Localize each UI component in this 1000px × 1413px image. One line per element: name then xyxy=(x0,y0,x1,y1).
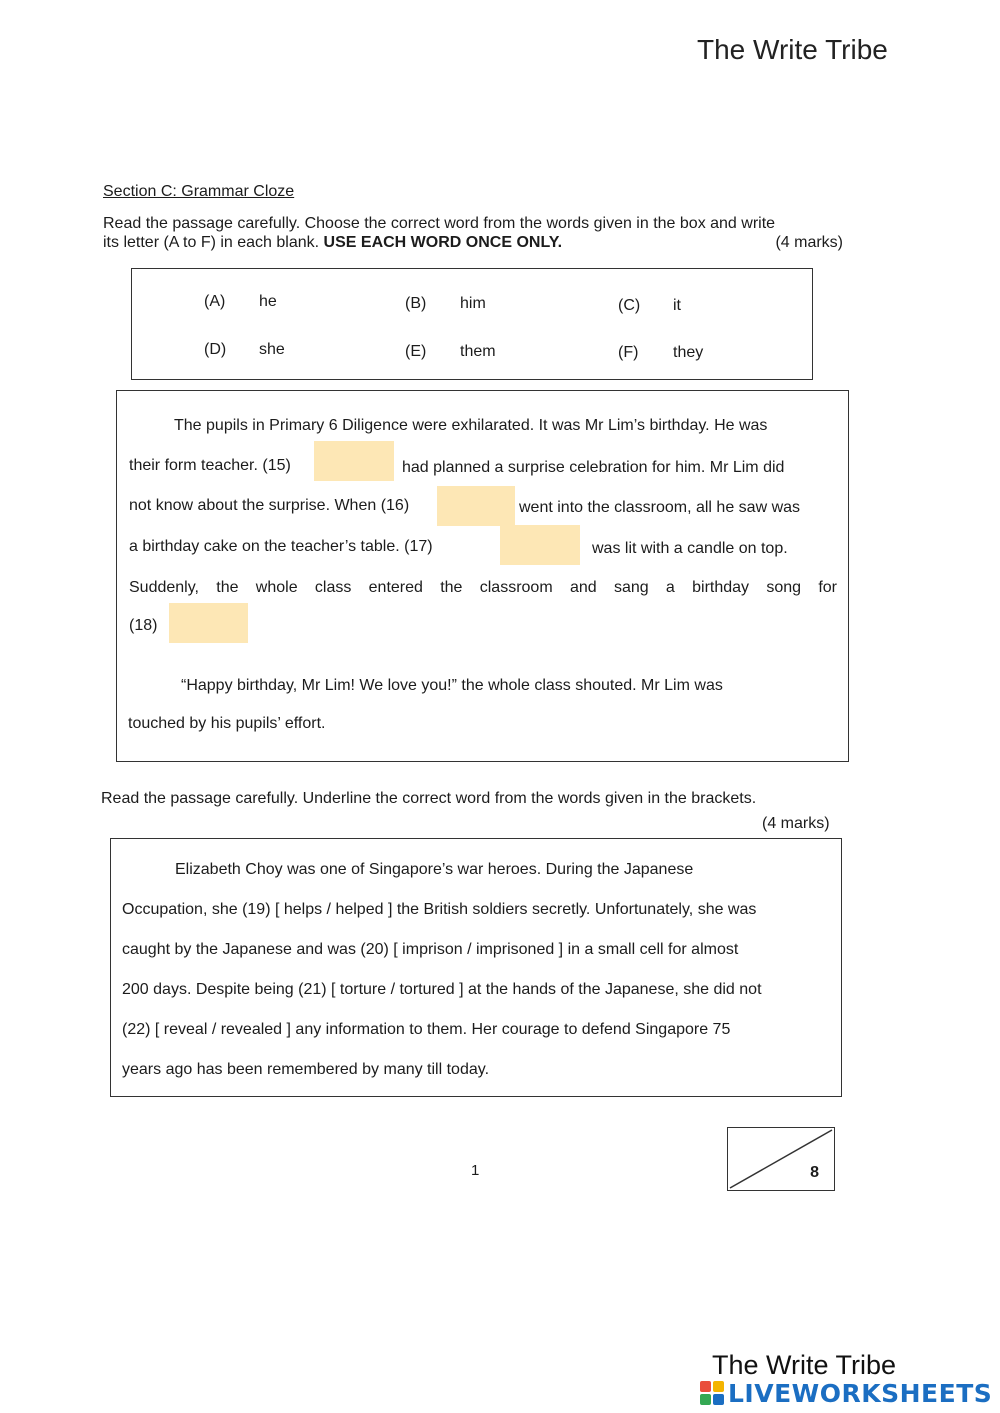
blank-18-input[interactable] xyxy=(169,603,248,643)
passage-line: caught by the Japanese and was (20) [ imprison / imprisoned ] in a small cell for almost xyxy=(122,941,739,958)
instruction-bold: USE EACH WORD ONCE ONLY. xyxy=(323,234,563,251)
passage-line: “Happy birthday, Mr Lim! We love you!” the whole class shouted. Mr Lim was xyxy=(181,677,723,694)
liveworksheets-logo xyxy=(700,1378,992,1408)
passage-line: years ago has been remembered by many till today. xyxy=(122,1061,490,1078)
liveworksheets-wordmark: LIVEWORKSHEETS xyxy=(728,1378,993,1408)
instruction-line-2: its letter (A to F) in each blank. xyxy=(103,234,320,251)
option-c xyxy=(618,297,681,315)
option-e xyxy=(405,343,496,361)
blank-16-input[interactable] xyxy=(437,486,515,526)
passage-line: a birthday cake on the teacher’s table. (17) xyxy=(129,538,433,555)
section2-instruction: Read the passage carefully. Underline the correct word from the words given in the brackets. xyxy=(101,790,757,807)
footer-brand: The Write Tribe xyxy=(712,1350,897,1380)
passage-line: The pupils in Primary 6 Diligence were exhilarated. It was Mr Lim’s birthday. He was xyxy=(174,417,768,434)
page-number: 1 xyxy=(471,1162,480,1179)
option-letter: (A) xyxy=(204,293,226,310)
option-word: they xyxy=(673,344,704,361)
option-f xyxy=(618,344,703,362)
option-letter: (F) xyxy=(618,344,639,361)
section2-marks: (4 marks) xyxy=(762,815,830,832)
blank-15-input[interactable] xyxy=(314,441,394,481)
option-word: she xyxy=(259,341,285,358)
option-letter: (E) xyxy=(405,343,427,360)
score-total: 8 xyxy=(810,1164,819,1181)
blank-17-input[interactable] xyxy=(500,525,580,565)
option-d xyxy=(204,341,285,359)
passage-line: (22) [ reveal / revealed ] any information to them. Her courage to defend Singapore 75 xyxy=(122,1021,731,1038)
option-letter: (D) xyxy=(204,341,227,358)
section-title: Section C: Grammar Cloze xyxy=(103,183,295,200)
underline-passage xyxy=(110,838,842,1097)
passage-line: Occupation, she (19) [ helps / helped ] the British soldiers secretly. Unfortunately, she was xyxy=(122,901,757,918)
marks-label: (4 marks) xyxy=(775,234,843,251)
passage-line: was lit with a candle on top. xyxy=(592,540,788,557)
option-b xyxy=(405,295,486,313)
cloze-passage xyxy=(116,390,849,762)
passage-line: touched by his pupils’ effort. xyxy=(128,715,326,732)
instruction-line-1: Read the passage carefully. Choose the correct word from the words given in the box and write xyxy=(103,215,776,232)
option-a xyxy=(204,293,277,311)
passage-line: Elizabeth Choy was one of Singapore’s war heroes. During the Japanese xyxy=(175,861,694,878)
passage-line: (18) xyxy=(129,617,158,634)
passage-line: 200 days. Despite being (21) [ torture / tortured ] at the hands of the Japanese, she did not xyxy=(122,981,762,998)
option-letter: (B) xyxy=(405,295,427,312)
option-word: it xyxy=(673,297,681,314)
header-brand: The Write Tribe xyxy=(697,34,888,65)
passage-line: Suddenly, the whole class entered the classroom and sang a birthday song for xyxy=(129,579,837,596)
passage-line: their form teacher. (15) xyxy=(129,457,291,474)
score-box xyxy=(727,1127,835,1191)
option-word: him xyxy=(460,295,486,312)
option-word: he xyxy=(259,293,277,310)
passage-line: went into the classroom, all he saw was xyxy=(519,499,801,516)
liveworksheets-icon xyxy=(700,1381,724,1405)
passage-line: had planned a surprise celebration for him. Mr Lim did xyxy=(402,459,785,476)
section-instruction xyxy=(103,214,843,252)
option-word: them xyxy=(460,343,496,360)
option-letter: (C) xyxy=(618,297,641,314)
word-bank-box xyxy=(131,268,813,380)
passage-line: not know about the surprise. When (16) xyxy=(129,497,410,514)
